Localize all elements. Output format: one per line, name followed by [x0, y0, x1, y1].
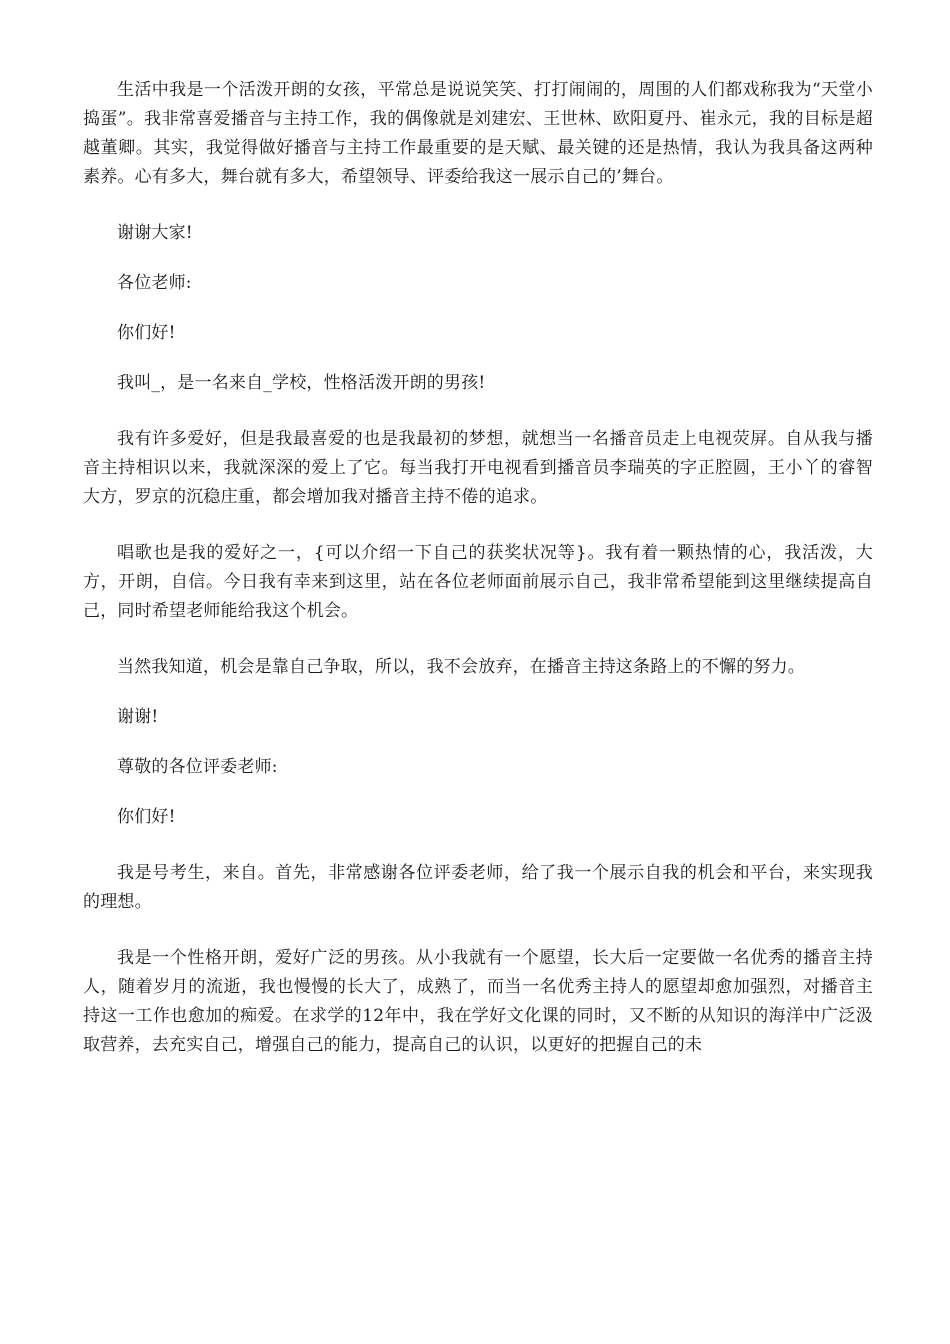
paragraph-greeting-teachers: 各位老师: [117, 273, 192, 293]
paragraph-singing-hobby: 唱歌也是我的爱好之一，{可以介绍一下自己的获奖状况等}。我有着一颗热情的心，我活泼，大方，开朗，自信。今日我有幸来到这里，站在各位老师面前展示自己，我非常希望能到这里继续提高自己，同时希望老师能给我这个机会。 [83, 543, 873, 621]
paragraph-name-intro: 我叫_，是一名来自_学校，性格活泼开朗的男孩! [117, 373, 486, 393]
paragraph-self-intro-girl: 生活中我是一个活泼开朗的女孩，平常总是说说笑笑、打打闹闹的，周围的人们都戏称我为“天堂小捣蛋”。我非常喜爱播音与主持工作，我的偶像就是刘建宏、王世林、欧阳夏丹、崔永元，我的目标是超越董卿。其实，我觉得做好播音与主持工作最重要的是天赋、最关键的还是热情，我认为我具备这两种素养。心有多大，舞台就有多大，希望领导、评委给我这一展示自己的’舞台。 [83, 80, 873, 187]
paragraph-hello: 你们好! [117, 323, 176, 343]
paragraph-personality: 我是一个性格开朗，爱好广泛的男孩。从小我就有一个愿望，长大后一定要做一名优秀的播音主持人，随着岁月的流逝，我也慢慢的长大了，成熟了，而当一名优秀主持人的愿望却愈加强烈，对播音主持这一工作也愈加的痴爱。在求学的12年中，我在学好文化课的同时，又不断的从知识的海洋中广泛汲取营养，去充实自己，增强自己的能力，提高自己的认识，以更好的把握自己的未 [83, 948, 873, 1055]
paragraph-thanks: 谢谢! [117, 707, 159, 727]
document-page [83, 76, 873, 1060]
paragraph-candidate-intro: 我是号考生，来自。首先，非常感谢各位评委老师，给了我一个展示自我的机会和平台，来实现我的理想。 [83, 863, 873, 912]
paragraph-dream: 我有许多爱好，但是我最喜爱的也是我最初的梦想，就想当一名播音员走上电视荧屏。自从我与播音主持相识以来，我就深深的爱上了它。每当我打开电视看到播音员李瑞英的字正腔圆，王小丫的睿智大方，罗京的沉稳庄重，都会增加我对播音主持不倦的追求。 [83, 429, 873, 507]
paragraph-effort: 当然我知道，机会是靠自己争取，所以，我不会放弃，在播音主持这条路上的不懈的努力。 [117, 657, 805, 677]
paragraph-hello-2: 你们好! [117, 807, 176, 827]
paragraph-greeting-judges: 尊敬的各位评委老师: [117, 757, 278, 777]
paragraph-thanks-all: 谢谢大家! [117, 223, 193, 243]
